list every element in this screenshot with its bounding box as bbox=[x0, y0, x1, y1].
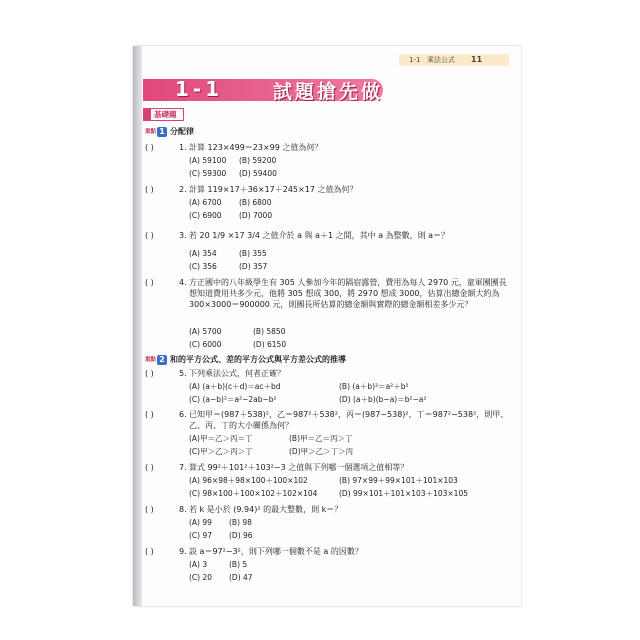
question-text: 已知甲＝(987＋538)²，乙＝987²＋538²，丙＝(987−538)²，丁＝987²−538²，則甲、乙、丙、丁的大小關係為何？ bbox=[189, 410, 509, 430]
question-number: 8. bbox=[179, 505, 187, 514]
answer-blank[interactable]: ( ) bbox=[145, 463, 154, 472]
option-c: (C) 59300 bbox=[189, 169, 227, 178]
question-text: 若 k 是小於 (9.94)² 的最大整數，則 k＝？ bbox=[189, 505, 343, 514]
option-d: (D) 6150 bbox=[253, 340, 287, 349]
option-c: (C) 6000 bbox=[189, 340, 222, 349]
question-number: 5. bbox=[179, 369, 187, 378]
option-d: (D) 59400 bbox=[239, 169, 277, 178]
question-text: 下列乘法公式，何者正確？ bbox=[189, 369, 285, 378]
option-c: (C) (a−b)²＝a²−2ab−b² bbox=[189, 395, 277, 404]
option-b: (B) (a＋b)²＝a²＋b² bbox=[339, 382, 409, 391]
question-number: 3. bbox=[179, 231, 187, 240]
option-b: (B) 6800 bbox=[239, 198, 272, 207]
header-title: 乘法公式 bbox=[427, 56, 455, 64]
answer-blank[interactable]: ( ) bbox=[145, 369, 154, 378]
answer-blank[interactable]: ( ) bbox=[145, 547, 154, 556]
option-c: (C) 6900 bbox=[189, 211, 222, 220]
option-b: (B) 98 bbox=[229, 518, 252, 527]
answer-blank[interactable]: ( ) bbox=[145, 231, 154, 240]
option-b: (B) 97×99＋99×101＋101×103 bbox=[339, 476, 458, 485]
section-heading-2 bbox=[145, 354, 346, 366]
option-d: (D) 47 bbox=[229, 573, 253, 582]
question-text: 設 a＝97²−3²，則下列哪一個數不是 a 的因數？ bbox=[189, 547, 363, 556]
option-b: (B) 59200 bbox=[239, 156, 277, 165]
page-spine bbox=[133, 46, 142, 606]
option-a: (A) (a＋b)(c＋d)＝ac＋bd bbox=[189, 382, 281, 391]
option-c: (C) 97 bbox=[189, 531, 213, 540]
option-c: (C) 98×100＋100×102＋102×104 bbox=[189, 489, 318, 498]
option-c: (C) 356 bbox=[189, 262, 217, 271]
header-section: 1-1 bbox=[409, 56, 421, 64]
answer-blank[interactable]: ( ) bbox=[145, 505, 154, 514]
question-text: 算式 99²＋101²＋103²−3 之值與下列哪一個選項之值相等？ bbox=[189, 463, 409, 472]
option-a: (A)甲＝乙＞丙＝丁 bbox=[189, 434, 253, 443]
answer-blank[interactable]: ( ) bbox=[145, 185, 154, 194]
question-text: 計算 123×499＝23×99 之值為何？ bbox=[189, 143, 323, 152]
answer-blank[interactable]: ( ) bbox=[145, 278, 154, 287]
question-number: 7. bbox=[179, 463, 187, 472]
option-d: (D) 357 bbox=[239, 262, 268, 271]
option-d: (D) 96 bbox=[229, 531, 253, 540]
section-title: 和的平方公式、差的平方公式與平方差公式的推導 bbox=[170, 355, 347, 364]
option-c: (C)甲＞乙＞丙＞丁 bbox=[189, 447, 253, 456]
running-header bbox=[399, 54, 509, 66]
banner-title: 試題搶先做 bbox=[273, 81, 384, 103]
section-number: 1 bbox=[157, 127, 167, 137]
section-heading-1 bbox=[145, 126, 194, 138]
answer-blank[interactable]: ( ) bbox=[145, 410, 154, 419]
option-d: (D)甲＞乙＞丁＞丙 bbox=[289, 447, 354, 456]
option-b: (B)甲＝乙＝丙＞丁 bbox=[289, 434, 353, 443]
option-a: (A) 6700 bbox=[189, 198, 222, 207]
option-c: (C) 20 bbox=[189, 573, 213, 582]
option-b: (B) 355 bbox=[239, 249, 267, 258]
section-tag: 重點 bbox=[145, 357, 157, 363]
page-number: 11 bbox=[471, 55, 483, 64]
question-number: 4. bbox=[179, 278, 187, 287]
option-a: (A) 3 bbox=[189, 560, 208, 569]
option-d: (D) 7000 bbox=[239, 211, 273, 220]
question-text: 計算 119×17＋36×17＋245×17 之值為何？ bbox=[189, 185, 358, 194]
option-b: (B) 5 bbox=[229, 560, 248, 569]
section-number: 2 bbox=[157, 355, 167, 365]
section-title: 分配律 bbox=[170, 127, 195, 136]
answer-blank[interactable]: ( ) bbox=[145, 143, 154, 152]
option-a: (A) 354 bbox=[189, 249, 217, 258]
banner-number: 1-1 bbox=[175, 77, 224, 101]
option-a: (A) 5700 bbox=[189, 327, 222, 336]
option-a: (A) 99 bbox=[189, 518, 212, 527]
option-d: (D) (a＋b)(b−a)＝b²−a² bbox=[339, 395, 427, 404]
option-d: (D) 99×101＋101×103＋103×105 bbox=[339, 489, 468, 498]
question-number: 2. bbox=[179, 185, 187, 194]
option-a: (A) 96×98＋98×100＋100×102 bbox=[189, 476, 308, 485]
textbook-page bbox=[133, 46, 521, 606]
option-a: (A) 59100 bbox=[189, 156, 227, 165]
section-tag: 重點 bbox=[145, 129, 157, 135]
question-number: 9. bbox=[179, 547, 187, 556]
question-number: 6. bbox=[179, 410, 187, 419]
level-label: 基礎題 bbox=[143, 108, 184, 121]
option-b: (B) 5850 bbox=[253, 327, 286, 336]
question-number: 1. bbox=[179, 143, 187, 152]
question-text: 方正國中的八年級學生有 305 人參加今年的隔宿露營，費用為每人 2970 元，童軍團團長想知道費用共多少元，他將 305 想成 300，將 2970 想成 3000，估算出總金額大約為 300×3000＝900000 元，則團長所估算的總金額與實際的總金額相差多少元？ bbox=[189, 278, 507, 309]
question-text: 若 20 1/9 ×17 3/4 之值介於 a 與 a＋1 之間，其中 a 為整數，則 a＝？ bbox=[189, 231, 450, 240]
